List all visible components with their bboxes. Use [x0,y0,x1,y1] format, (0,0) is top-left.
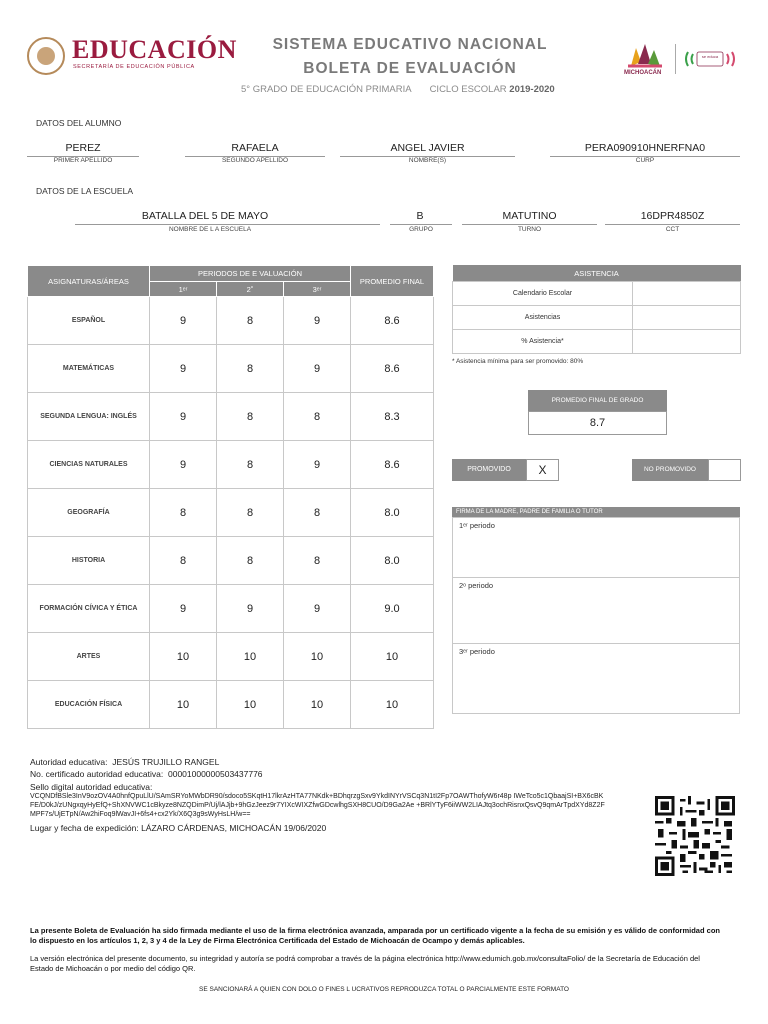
grades-header-final: PROMEDIO FINAL [351,266,434,297]
average-cell: 8.0 [351,537,434,585]
grades-header-p3: 3ᵉʳ [284,282,351,297]
attendance-label: Calendario Escolar [453,282,633,306]
table-row [28,633,434,681]
school-section-label: DATOS DE LA ESCUELA [36,186,133,196]
header-divider [675,44,676,74]
school-shift: MATUTINO [502,210,557,222]
no-promovido-label: NO PROMOVIDO [632,459,708,481]
promovido-label: PROMOVIDO [452,459,526,481]
grade-cell: 9 [284,297,351,345]
grade-cell: 8 [217,441,284,489]
legal-paragraph-2: La versión electrónica del presente documento, su integridad y autoría se podrá comprobar a través de la página electrónica http://www.edumich.gob.mx/consultaFolio/ de la Secretaría de Educación del Estado de Michoacán o por medio del código QR. [30,954,700,973]
field-line [390,224,452,225]
grade-text: 5° GRADO DE EDUCACIÓN PRIMARIA [241,84,412,95]
subject-cell: ARTES [28,633,150,681]
grades-table [27,265,434,729]
firma-period-2 [452,577,740,644]
average-cell: 10 [351,681,434,729]
table-row [28,297,434,345]
student-apellido1: PEREZ [65,142,101,154]
subject-cell: SEGUNDA LENGUA: INGLÉS [28,393,150,441]
grade-cell: 8 [284,537,351,585]
authority-line [30,757,219,767]
grade-cell: 9 [150,585,217,633]
table-row [28,537,434,585]
caption-school-name: NOMBRE DE L A ESCUELA [168,226,252,233]
mexico-seal-logo [27,37,65,75]
school-name: BATALLA DEL 5 DE MAYO [141,210,269,222]
page-title-line2: BOLETA DE EVALUACIÓN [303,60,517,77]
lugar-line [30,823,326,833]
sello-value: VCQNDfBSle3InV9ozOV4A0hnfQpuLlU/SAmSRYoMWbDR90/sdoco5SKqtH17lkrAzHTA77NKdk+BDhqrzgSxv9YkdINYrVSCq3N1tI2Fp7OAWThofyW6r48p IWeTco5c1QbaajSI+BX6cBKFE/D0kJ/zUNgxqyHyEfQ+ShXNVWC1cBkyze8NZQDimP/Uj/lAJjb+9hGzJeez9r7YIXcWIXZfwGDcwlhgSXH8CUO/D9Ga2Ae +BRlYTyF6iiWW2LIAJtq3ochRisnxQsvQ9qmArTpdXYd8Z2FMPF7s/UjETpN/Aw2hiFoq9lWavJI+6fs4+cx2Yk/X6Q3g9sWyHsLH/w== [30,793,605,818]
grade-cell: 8 [217,489,284,537]
footer-warning: SE SANCIONARÁ A QUIEN CON DOLO O FINES L UCRATIVOS REPRODUZCA TOTAL O PARCIALMENTE ESTE FORMATO [199,986,569,993]
grade-cell: 9 [217,585,284,633]
subject-cell: MATEMÁTICAS [28,345,150,393]
grades-header-periods: PERIODOS DE E VALUACIÓN [150,266,351,282]
firma-period-1 [452,517,740,578]
student-apellido2: RAFAELA [231,142,279,154]
grades-header-p2: 2˚ [217,282,284,297]
grade-cell: 8 [284,489,351,537]
caption-shift: TURNO [517,226,542,233]
school-cct: 16DPR4850Z [640,210,705,222]
final-average-value: 8.7 [528,411,667,435]
grade-cell: 10 [217,633,284,681]
subject-cell: ESPAÑOL [28,297,150,345]
average-cell: 8.6 [351,297,434,345]
cert-line [30,769,263,779]
subject-cell: HISTORIA [28,537,150,585]
grade-cell: 10 [150,633,217,681]
grade-cell: 10 [150,681,217,729]
field-line [75,224,380,225]
page-title-line1: SISTEMA EDUCATIVO NACIONAL [272,36,548,53]
cycle-value: 2019-2020 [509,84,555,95]
grade-cell: 8 [284,393,351,441]
caption-group: GRUPO [409,226,433,233]
school-group: B [416,210,424,222]
table-row [453,330,741,354]
table-row [453,282,741,306]
student-curp: PERA090910HNERFNA0 [584,142,706,154]
attendance-note: * Asistencia mínima para ser promovido: 80% [452,358,584,365]
caption-nombres: NOMBRE(S) [408,157,447,164]
average-cell: 8.0 [351,489,434,537]
cycle-label: CICLO ESCOLAR [429,84,507,95]
table-row [28,489,434,537]
average-cell: 8.3 [351,393,434,441]
attendance-value [633,306,741,330]
table-row [28,393,434,441]
attendance-value [633,330,741,354]
grade-cell: 9 [284,345,351,393]
table-row [28,441,434,489]
table-row [453,306,741,330]
educacion-logo-subtitle: SECRETARÍA DE EDUCACIÓN PÚBLICA [73,64,195,70]
grade-cell: 9 [284,585,351,633]
cert-label: No. certificado autoridad educativa: [30,769,164,779]
qr-code-icon [655,796,735,876]
grade-cell: 8 [217,393,284,441]
attendance-value [633,282,741,306]
attendance-header: ASISTENCIA [453,265,741,282]
firma-period-3 [452,643,740,714]
table-row [28,585,434,633]
attendance-table [452,265,741,354]
legal-paragraph-1: La presente Boleta de Evaluación ha sido firmada mediante el uso de la firma electrónica avanzada, amparada por un certificado vigente a la fecha de su emisión y es válido de conformidad con lo dispuesto en los artículos 1, 2, 3 y 4 de la Ley de Firma Electrónica Certificada del Estado de Michoacán de Ocampo y demás aplicables. [30,926,720,945]
average-cell: 8.6 [351,345,434,393]
subject-cell: FORMACIÓN CÍVICA Y ÉTICA [28,585,150,633]
firma-header: FIRMA DE LA MADRE, PADRE DE FAMILIA O TUTOR [452,507,740,517]
grade-cycle-line [241,84,555,95]
se-educa-logo-icon [684,46,736,72]
grade-cell: 8 [217,297,284,345]
grades-header-subject: ASIGNATURAS/ÁREAS [28,266,150,297]
grade-cell: 8 [217,537,284,585]
grade-cell: 10 [284,633,351,681]
caption-apellido2: SEGUNDO APELLIDO [221,157,289,164]
average-cell: 8.6 [351,441,434,489]
se-educa-logo-text: se educa [701,54,719,59]
grade-cell: 8 [150,489,217,537]
cert-value: 00001000000503437776 [167,769,263,779]
caption-cct: CCT [665,226,680,233]
grade-cell: 10 [217,681,284,729]
lugar-value: LÁZARO CÁRDENAS, MICHOACÁN 19/06/2020 [141,823,327,833]
field-line [462,224,597,225]
lugar-label: Lugar y fecha de expedición: [30,823,139,833]
promovido-checkbox: X [526,459,559,481]
grade-cell: 9 [150,345,217,393]
firma-period-3-label: 3ᵉʳ periodo [459,647,495,656]
firma-period-1-label: 1ᵉʳ periodo [459,521,495,530]
subject-cell: EDUCACIÓN FÍSICA [28,681,150,729]
grade-cell: 9 [150,393,217,441]
michoacan-flower-icon [626,42,664,68]
educacion-logo-text: EDUCACIÓN [72,35,237,64]
table-row [28,681,434,729]
sello-label: Sello digital autoridad educativa: [30,782,153,792]
firma-period-2-label: 2ᵒ periodo [459,581,494,590]
final-average-label: PROMEDIO FINAL DE GRADO [528,390,667,411]
grade-cell: 9 [284,441,351,489]
michoacan-logo-text: MICHOACÁN [624,70,662,76]
field-line [605,224,740,225]
grade-cell: 9 [150,297,217,345]
grade-cell: 9 [150,441,217,489]
student-nombres: ANGEL JAVIER [390,142,465,154]
grade-cell: 10 [284,681,351,729]
grades-header-p1: 1ᵉʳ [150,282,217,297]
table-row [28,345,434,393]
grade-cell: 8 [150,537,217,585]
attendance-label: Asistencias [453,306,633,330]
authority-name: JESÚS TRUJILLO RANGEL [112,757,220,767]
subject-cell: GEOGRAFÍA [28,489,150,537]
caption-apellido1: PRIMER APELLIDO [53,157,113,164]
student-section-label: DATOS DEL ALUMNO [36,118,122,128]
average-cell: 10 [351,633,434,681]
no-promovido-checkbox [708,459,741,481]
authority-label: Autoridad educativa: [30,757,108,767]
caption-curp: CURP [635,157,655,164]
subject-cell: CIENCIAS NATURALES [28,441,150,489]
attendance-label: % Asistencia* [453,330,633,354]
grade-cell: 8 [217,345,284,393]
average-cell: 9.0 [351,585,434,633]
